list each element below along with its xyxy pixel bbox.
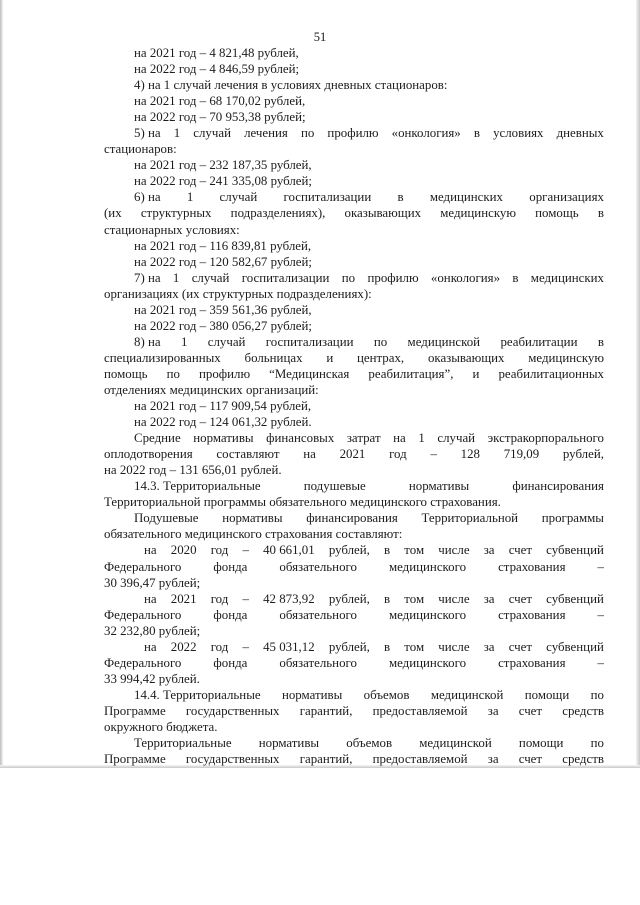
- text-word: –: [597, 559, 604, 574]
- text-word: Федерального: [104, 607, 182, 622]
- text-word: на: [303, 447, 316, 462]
- text-word: –: [242, 639, 249, 654]
- text-word: 5) на: [134, 126, 161, 141]
- text-word: подушевые: [303, 479, 366, 494]
- text-word: субвенций: [546, 591, 604, 606]
- text-word: медицинскую: [528, 350, 604, 365]
- text-word: по: [341, 270, 356, 285]
- text-line: [104, 607, 604, 623]
- text-word: субвенций: [546, 543, 604, 558]
- text-line: обязательного медицинского страхования составляют:: [104, 527, 403, 542]
- text-word: счет: [518, 752, 543, 767]
- text-line: 30 396,47 рублей;: [104, 575, 201, 590]
- text-word: 1: [418, 431, 425, 446]
- text-word: случай: [207, 334, 246, 349]
- text-word: программы: [541, 511, 604, 526]
- text-word: 2022: [170, 639, 197, 654]
- text-line: [104, 559, 604, 575]
- text-word: счет: [508, 543, 532, 558]
- text-word: в: [384, 639, 391, 654]
- text-word: подразделениях),: [230, 206, 326, 221]
- text-word: –: [242, 543, 249, 558]
- text-word: случай: [437, 431, 476, 446]
- text-line: [104, 430, 604, 446]
- text-word: 7) на: [134, 270, 161, 285]
- text-word: фонда: [213, 607, 248, 622]
- text-word: медицинского: [388, 559, 467, 574]
- text-word: финансовых: [266, 431, 335, 446]
- text-word: и: [326, 350, 334, 365]
- text-line: на 2021 год – 116 839,81 рублей,: [134, 238, 312, 253]
- text-line: [104, 703, 604, 719]
- text-word: Территориальной: [421, 511, 519, 526]
- text-word: центрах,: [357, 350, 405, 365]
- text-word: 2021: [170, 591, 197, 606]
- text-line: [104, 639, 604, 655]
- text-line: на 2022 год – 70 953,38 рублей;: [134, 110, 306, 125]
- text-line: [104, 446, 604, 462]
- text-line: стационаров:: [104, 142, 177, 157]
- text-word: лечения: [244, 126, 288, 141]
- text-word: госпитализации: [283, 190, 372, 205]
- text-line: [104, 542, 604, 558]
- text-word: числе: [438, 591, 470, 606]
- text-word: год: [210, 639, 229, 654]
- text-word: год: [210, 591, 229, 606]
- text-line: [104, 350, 604, 366]
- text-word: 2021: [339, 447, 366, 462]
- text-word: 2020: [170, 543, 197, 558]
- text-word: 14.3. Территориальные: [134, 479, 261, 494]
- text-word: рублей,: [328, 543, 370, 558]
- text-word: «онкология»: [391, 126, 461, 141]
- text-line: на 2022 год – 120 582,67 рублей;: [134, 254, 312, 269]
- text-word: за: [487, 752, 499, 767]
- text-word: –: [242, 591, 249, 606]
- text-word: оплодотворения: [104, 447, 193, 462]
- text-word: в: [397, 190, 404, 205]
- text-line: 33 994,42 рублей.: [104, 671, 200, 686]
- text-word: числе: [438, 639, 470, 654]
- text-line: [104, 189, 604, 205]
- text-word: рублей,: [562, 447, 604, 462]
- text-line: [104, 735, 604, 751]
- text-word: в: [597, 334, 604, 349]
- text-word: за: [483, 639, 495, 654]
- text-word: на: [144, 591, 157, 606]
- text-word: средств: [562, 752, 604, 767]
- page-number: 51: [313, 30, 327, 44]
- text-word: страхования: [498, 655, 566, 670]
- text-word: –: [597, 607, 604, 622]
- text-word: 1: [173, 126, 181, 141]
- text-word: профилю: [327, 126, 379, 141]
- text-word: 128: [460, 447, 480, 462]
- text-word: Программе: [104, 703, 166, 718]
- text-word: том: [404, 639, 425, 654]
- text-word: помощь: [535, 206, 579, 221]
- text-word: реабилитация”,: [368, 366, 454, 381]
- text-word: госпитализации: [241, 270, 330, 285]
- scan-edge-right: [636, 0, 640, 768]
- text-word: нормативы: [258, 736, 320, 751]
- text-word: объемов: [346, 736, 393, 751]
- text-line: на 2021 год – 68 170,02 рублей,: [134, 94, 306, 109]
- text-word: средств: [562, 703, 604, 718]
- text-line: стационарных условиях:: [104, 222, 240, 237]
- text-line: [104, 751, 604, 767]
- text-word: “Медицинская: [269, 366, 350, 381]
- text-line: на 2021 год – 359 561,36 рублей,: [134, 302, 312, 317]
- text-line: [104, 270, 604, 286]
- text-line: окружного бюджета.: [104, 719, 218, 734]
- text-word: финансирования: [512, 479, 604, 494]
- text-word: в: [384, 543, 391, 558]
- text-line: [104, 205, 604, 221]
- text-word: –: [430, 447, 437, 462]
- text-word: счет: [508, 591, 532, 606]
- text-word: страхования: [498, 607, 566, 622]
- text-word: нормативы: [222, 511, 283, 526]
- text-word: профилю: [367, 270, 419, 285]
- text-word: (их: [104, 206, 122, 221]
- text-word: медицинских: [429, 190, 504, 205]
- text-word: структурных: [140, 206, 212, 221]
- text-word: 719,09: [503, 447, 540, 462]
- text-word: специализированных: [104, 350, 221, 365]
- text-word: медицинской: [419, 736, 492, 751]
- text-word: 40 661,01: [263, 543, 315, 558]
- text-word: –: [597, 655, 604, 670]
- text-word: больницах: [244, 350, 303, 365]
- text-word: 1: [172, 270, 180, 285]
- scan-edge-left: [0, 0, 3, 768]
- text-word: «онкология»: [430, 270, 501, 285]
- text-word: на: [144, 543, 157, 558]
- text-word: страхования: [498, 559, 566, 574]
- text-word: финансирования: [306, 511, 398, 526]
- text-word: помощи: [524, 687, 570, 702]
- text-line: на 2022 год – 124 061,32 рублей.: [134, 415, 312, 430]
- text-line: [104, 478, 604, 494]
- text-word: Подушевые: [134, 511, 199, 526]
- text-word: фонда: [213, 559, 248, 574]
- text-word: реабилитационных: [498, 366, 604, 381]
- text-word: профилю: [199, 366, 251, 381]
- text-word: организациях: [529, 190, 604, 205]
- text-word: в: [384, 591, 391, 606]
- text-word: медицинского: [388, 607, 467, 622]
- text-word: Федерального: [104, 559, 182, 574]
- text-word: том: [404, 543, 425, 558]
- text-word: и: [472, 366, 480, 381]
- text-word: фонда: [213, 655, 248, 670]
- text-word: случай: [191, 270, 230, 285]
- text-word: дневных: [556, 126, 604, 141]
- text-word: рублей,: [328, 591, 370, 606]
- text-line: на 2022 год – 380 056,27 рублей;: [134, 318, 312, 333]
- text-word: обязательного: [279, 655, 357, 670]
- text-line: на 2022 год – 4 846,59 рублей;: [134, 62, 300, 77]
- text-word: медицинских: [530, 270, 604, 285]
- text-line: [104, 334, 604, 350]
- text-word: Федерального: [104, 655, 182, 670]
- text-line: организациях (их структурных подразделениях):: [104, 286, 372, 301]
- text-word: реабилитации: [500, 334, 578, 349]
- text-word: 8) на: [134, 334, 161, 349]
- text-word: медицинской: [430, 687, 504, 702]
- text-word: 1: [180, 334, 188, 349]
- text-word: рублей,: [328, 639, 370, 654]
- text-word: год: [389, 447, 407, 462]
- text-word: по: [166, 366, 180, 381]
- text-word: Территориальные: [134, 736, 232, 751]
- text-word: субвенций: [546, 639, 604, 654]
- text-word: предоставляемой: [372, 752, 468, 767]
- text-word: по: [590, 687, 604, 702]
- text-word: 14.4. Территориальные: [134, 687, 261, 702]
- text-word: гарантий,: [299, 703, 353, 718]
- text-word: по: [300, 126, 315, 141]
- text-word: затрат: [346, 431, 381, 446]
- text-word: на: [393, 431, 406, 446]
- text-word: числе: [438, 543, 470, 558]
- blank-area-below-page: [0, 768, 640, 905]
- text-line: на 2021 год – 117 909,54 рублей,: [134, 399, 312, 414]
- text-word: в: [597, 206, 604, 221]
- text-word: государственных: [185, 703, 280, 718]
- text-line: 32 232,80 рублей;: [104, 623, 201, 638]
- text-line: на 2022 год – 241 335,08 рублей;: [134, 174, 312, 189]
- text-word: по: [373, 334, 388, 349]
- text-word: составляют: [216, 447, 280, 462]
- text-word: экстракорпорального: [487, 431, 604, 446]
- text-line: [104, 591, 604, 607]
- text-word: 42 873,92: [263, 591, 315, 606]
- text-word: за: [487, 703, 499, 718]
- text-word: обязательного: [279, 607, 357, 622]
- text-word: за: [483, 591, 495, 606]
- text-line: Территориальной программы обязательного медицинского страхования.: [104, 495, 501, 510]
- text-line: [104, 125, 604, 141]
- text-word: в: [473, 126, 480, 141]
- text-word: помощи: [518, 736, 564, 751]
- text-word: год: [210, 543, 229, 558]
- text-line: отделениях медицинских организаций:: [104, 382, 319, 397]
- text-word: помощь: [104, 366, 148, 381]
- text-word: медицинской: [407, 334, 481, 349]
- text-word: случай: [193, 126, 231, 141]
- text-word: медицинского: [388, 655, 467, 670]
- document-body: [104, 45, 604, 767]
- text-word: по: [590, 736, 604, 751]
- text-word: обязательного: [279, 559, 357, 574]
- text-word: на: [144, 639, 157, 654]
- text-word: счет: [508, 639, 532, 654]
- text-line: 4) на 1 случай лечения в условиях дневных стационаров:: [134, 78, 448, 93]
- text-word: объемов: [363, 687, 410, 702]
- text-line: [104, 366, 604, 382]
- text-word: госпитализации: [265, 334, 354, 349]
- text-word: случай: [219, 190, 258, 205]
- text-line: на 2022 год – 131 656,01 рублей.: [104, 463, 282, 478]
- text-word: оказывающих: [427, 350, 505, 365]
- text-line: на 2021 год – 232 187,35 рублей,: [134, 158, 312, 173]
- text-word: нормативы: [281, 687, 343, 702]
- text-line: [104, 510, 604, 526]
- text-word: гарантий,: [299, 752, 353, 767]
- text-word: оказывающих: [344, 206, 422, 221]
- text-word: 6) на: [134, 190, 161, 205]
- text-word: предоставляемой: [372, 703, 468, 718]
- text-word: нормативы: [193, 431, 254, 446]
- text-line: [104, 687, 604, 703]
- text-line: на 2021 год – 4 821,48 рублей,: [134, 46, 299, 60]
- text-word: за: [483, 543, 495, 558]
- text-word: том: [404, 591, 425, 606]
- text-word: 45 031,12: [263, 639, 315, 654]
- text-word: 1: [186, 190, 194, 205]
- text-word: Средние: [134, 431, 181, 446]
- text-word: условиях: [493, 126, 544, 141]
- text-word: государственных: [185, 752, 280, 767]
- text-word: Программе: [104, 752, 166, 767]
- text-line: [104, 655, 604, 671]
- text-word: счет: [518, 703, 543, 718]
- text-word: нормативы: [408, 479, 470, 494]
- text-word: в: [512, 270, 519, 285]
- text-word: медицинскую: [440, 206, 516, 221]
